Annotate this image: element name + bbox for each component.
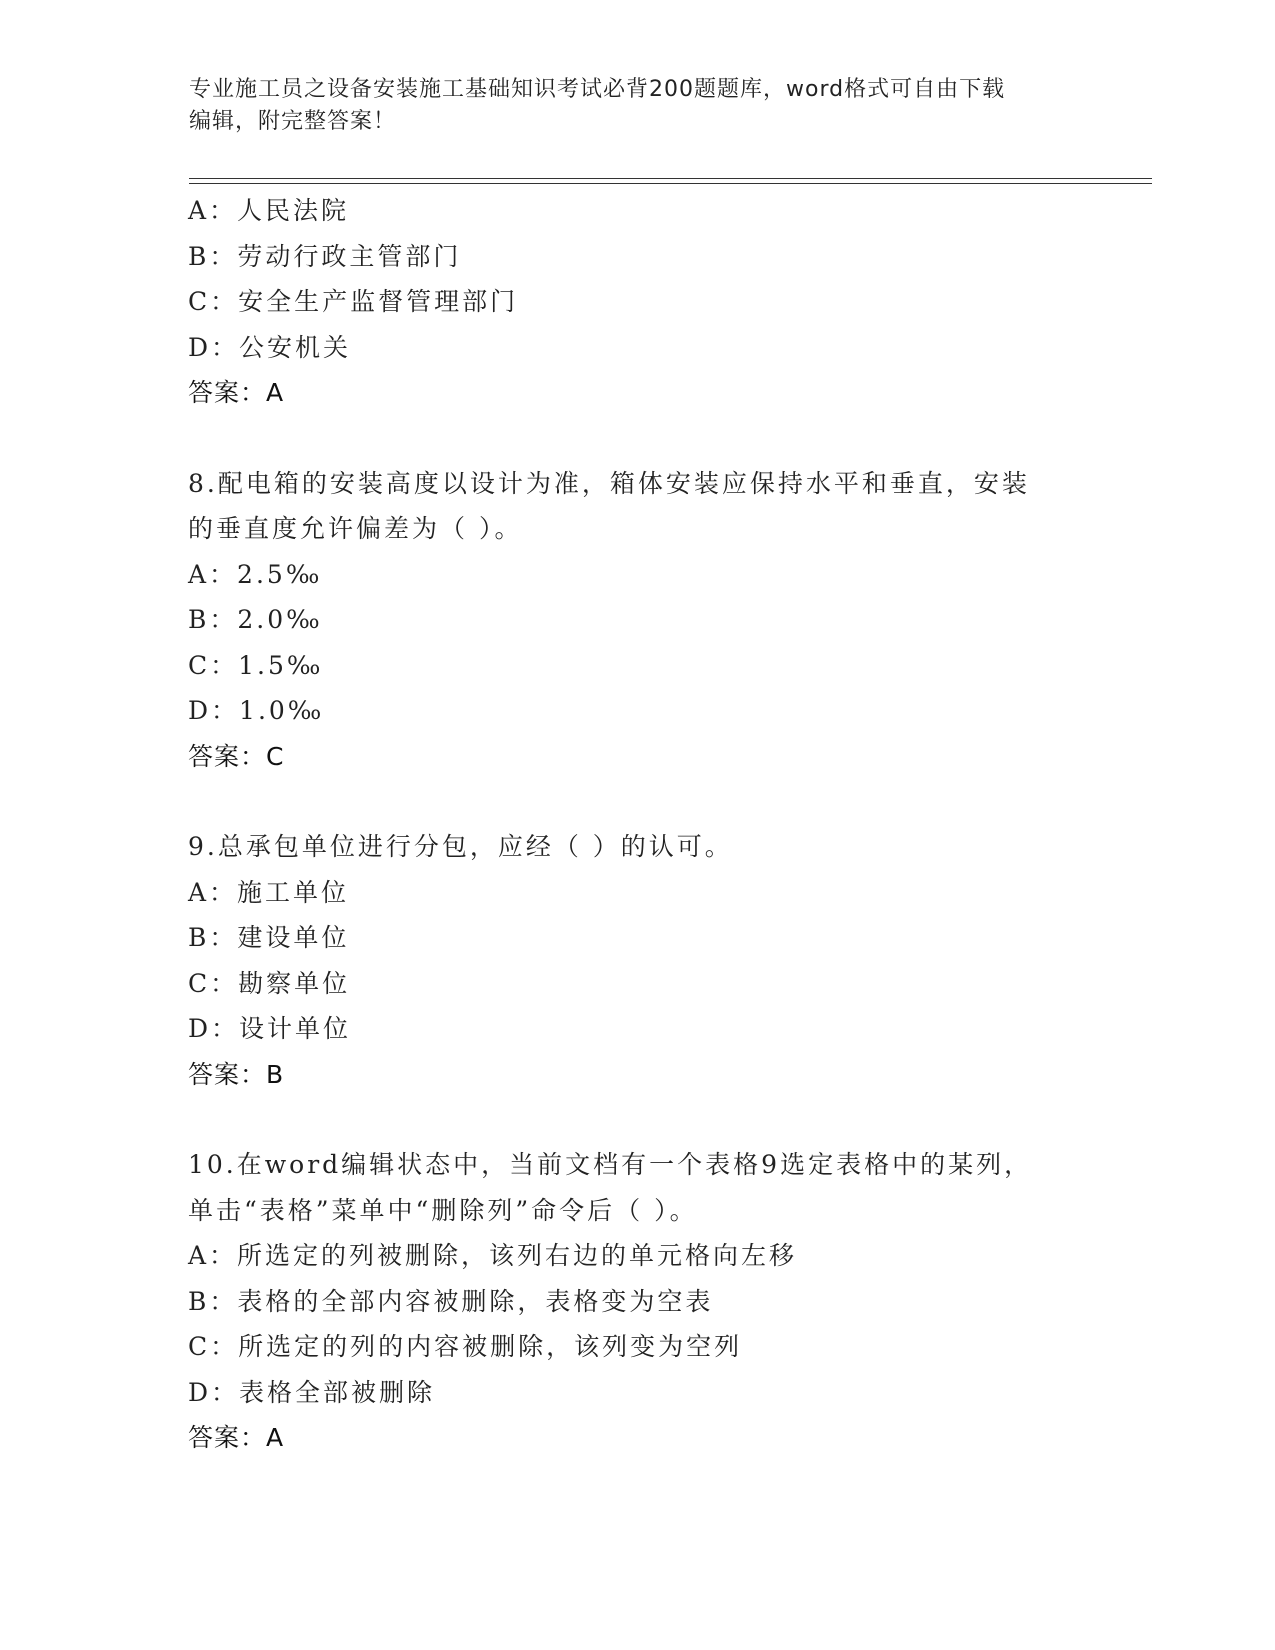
option-c: C：1.5‰ (188, 650, 324, 680)
document-header (189, 74, 1069, 138)
option-b: B：表格的全部内容被删除，表格变为空表 (188, 1286, 714, 1316)
question-block (188, 824, 1088, 1097)
block-spacer (188, 779, 1088, 824)
question-text-line: 10.在word编辑状态中，当前文档有一个表格9选定表格中的某列， (188, 1150, 1033, 1179)
option-a: A：2.5‰ (188, 559, 323, 589)
option-c: C：所选定的列的内容被删除，该列变为空列 (188, 1332, 743, 1361)
option-c: C：勘察单位 (188, 968, 351, 998)
option-d: D：设计单位 (188, 1014, 352, 1043)
header-divider-top (189, 178, 1152, 179)
question-block (188, 188, 1088, 416)
question-text-line: 的垂直度允许偏差为（ ）。 (188, 514, 523, 543)
question-text-line: 单击“表格”菜单中“删除列”命令后（ ）。 (188, 1195, 698, 1225)
option-a: A：人民法院 (188, 196, 350, 225)
option-a: A：施工单位 (188, 877, 350, 907)
block-spacer (188, 1097, 1088, 1142)
option-a: A：所选定的列被删除，该列右边的单元格向左移 (188, 1241, 798, 1270)
option-b: B：劳动行政主管部门 (188, 241, 462, 271)
block-spacer (188, 416, 1088, 461)
answer-line: 答案：C (188, 741, 285, 771)
option-c: C：安全生产监督管理部门 (188, 287, 519, 316)
question-text-line: 9.总承包单位进行分包，应经（ ）的认可。 (188, 832, 733, 861)
answer-line: 答案：A (188, 378, 285, 407)
header-divider-bottom (189, 183, 1152, 184)
question-block (188, 1142, 1088, 1461)
option-d: D：表格全部被删除 (188, 1377, 436, 1407)
question-list (188, 188, 1088, 1461)
option-b: B：建设单位 (188, 923, 350, 952)
answer-line: 答案：B (188, 1059, 285, 1089)
question-block (188, 461, 1088, 780)
question-text-line: 8.配电箱的安装高度以设计为准，箱体安装应保持水平和垂直，安装 (188, 468, 1030, 498)
option-d: D：1.0‰ (188, 696, 325, 725)
option-d: D：公安机关 (188, 332, 352, 362)
option-b: B：2.0‰ (188, 605, 323, 634)
header-line-2: 编辑，附完整答案！ (189, 109, 397, 134)
answer-line: 答案：A (188, 1423, 285, 1452)
header-line-1: 专业施工员之设备安装施工基础知识考试必背200题题库，word格式可自由下载 (189, 77, 1006, 102)
